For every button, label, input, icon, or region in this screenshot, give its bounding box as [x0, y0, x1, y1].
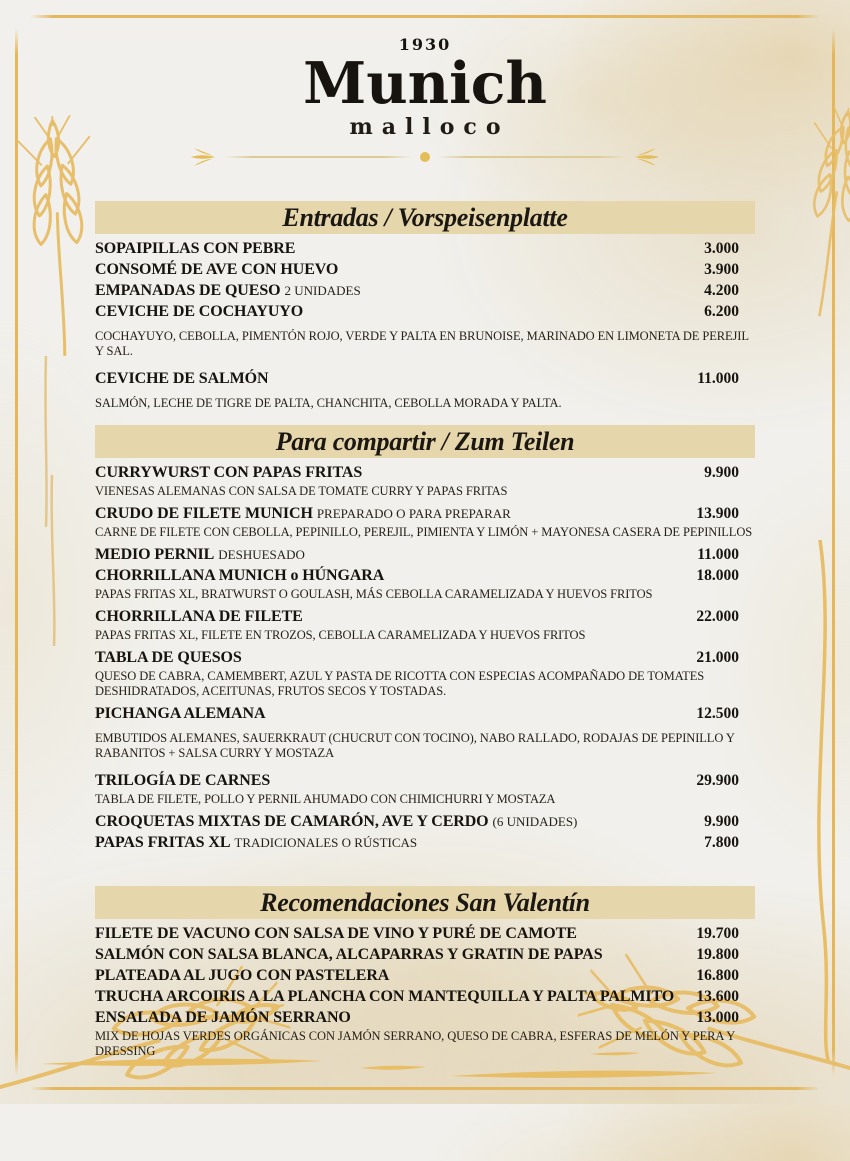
item-name: PICHANGA ALEMANA [95, 705, 266, 722]
item-name: TABLA DE QUESOS [95, 649, 242, 666]
item-name: CRUDO DE FILETE MUNICH [95, 505, 313, 522]
item-name-wrap [95, 607, 303, 626]
item-name: CONSOMÉ DE AVE CON HUEVO [95, 261, 339, 278]
item-name: CURRYWURST CON PAPAS FRITAS [95, 464, 363, 481]
item-description: SALMÓN, LECHE DE TIGRE DE PALTA, CHANCHITA, CEBOLLA MORADA Y PALTA. [95, 396, 562, 410]
item-name: MEDIO PERNIL [95, 546, 215, 563]
item-suffix: (6 UNIDADES) [492, 814, 578, 829]
item-price: 11.000 [697, 370, 739, 387]
item-name: PLATEADA AL JUGO CON PASTELERA [95, 967, 390, 984]
item-name: CHORRILLANA MUNICH o HÚNGARA [95, 567, 385, 584]
item-name: TRILOGÍA DE CARNES [95, 772, 271, 789]
triple-prong-right-ornament-icon [634, 146, 660, 168]
item-price: 19.800 [696, 946, 739, 963]
item-name: PAPAS FRITAS XL [95, 834, 231, 851]
item-name-wrap [95, 463, 362, 482]
divider-line-right [438, 156, 626, 158]
item-name: CEVICHE DE SALMÓN [95, 370, 269, 387]
item-name-wrap [95, 833, 417, 852]
menu-item [95, 965, 755, 986]
triple-prong-left-ornament-icon [190, 146, 216, 168]
item-description: VIENESAS ALEMANAS CON SALSA DE TOMATE CURRY Y PAPAS FRITAS [95, 484, 508, 498]
menu-item [95, 462, 755, 483]
menu-item-list [95, 238, 755, 411]
wheat-stems-left-icon [36, 356, 62, 646]
item-name: CHORRILLANA DE FILETE [95, 608, 303, 625]
menu-item [95, 280, 755, 301]
item-name: TRUCHA ARCOIRIS A LA PLANCHA CON MANTEQUILLA Y PALTA PALMITO [95, 988, 675, 1005]
item-price: 19.700 [696, 925, 739, 942]
item-name: EMPANADAS DE QUESO [95, 282, 281, 299]
item-price: 13.000 [696, 1009, 739, 1026]
item-price: 3.900 [704, 261, 739, 278]
item-name-wrap [95, 504, 511, 523]
item-name-wrap [95, 260, 338, 279]
item-price: 3.000 [704, 240, 739, 257]
restaurant-logo [0, 0, 850, 167]
menu-item [95, 811, 755, 832]
menu-item [95, 368, 755, 389]
menu-item [95, 944, 755, 965]
item-price: 12.500 [696, 705, 739, 722]
item-name-wrap [95, 281, 361, 300]
item-name-wrap [95, 369, 268, 388]
item-price: 16.800 [696, 967, 739, 984]
menu-item [95, 770, 755, 791]
item-price: 13.600 [696, 988, 739, 1005]
menu-section [95, 886, 755, 1059]
menu-item [95, 986, 755, 1007]
item-suffix: TRADICIONALES O RÚSTICAS [234, 835, 418, 850]
menu-section [95, 425, 755, 853]
item-name: SOPAIPILLAS CON PEBRE [95, 240, 296, 257]
menu-item [95, 647, 755, 668]
item-name-wrap [95, 924, 577, 943]
item-name-wrap [95, 302, 303, 321]
section-title: Recomendaciones San Valentín [95, 886, 755, 919]
item-price: 6.200 [704, 303, 739, 320]
item-name-wrap [95, 545, 305, 564]
item-suffix: 2 UNIDADES [284, 283, 361, 298]
item-description: MIX DE HOJAS VERDES ORGÁNICAS CON JAMÓN SERRANO, QUESO DE CABRA, ESFERAS DE MELÓN Y PERA Y DRESSING [95, 1029, 735, 1058]
item-price: 22.000 [696, 608, 739, 625]
item-description: PAPAS FRITAS XL, BRATWURST O GOULASH, MÁS CEBOLLA CARAMELIZADA Y HUEVOS FRITOS [95, 587, 653, 601]
menu-item [95, 703, 755, 724]
item-name-wrap [95, 987, 674, 1006]
menu-item-list [95, 923, 755, 1059]
item-price: 21.000 [696, 649, 739, 666]
wheat-stem-right-icon [802, 540, 842, 1060]
menu-item-list [95, 462, 755, 853]
item-price: 4.200 [704, 282, 739, 299]
item-name-wrap [95, 812, 577, 831]
item-name-wrap [95, 1008, 351, 1027]
item-description: CARNE DE FILETE CON CEBOLLA, PEPINILLO, PEREJIL, PIMIENTA Y LIMÓN + MAYONESA CASERA DE PEPINILLOS [95, 525, 753, 539]
menu-section [95, 201, 755, 411]
item-name-wrap [95, 239, 295, 258]
menu-item [95, 923, 755, 944]
item-name: FILETE DE VACUNO CON SALSA DE VINO Y PURÉ DE CAMOTE [95, 925, 577, 942]
item-suffix: DESHUESADO [218, 547, 305, 562]
item-description: COCHAYUYO, CEBOLLA, PIMENTÓN ROJO, VERDE Y PALTA EN BRUNOISE, MARINADO EN LIMONETA DE PEREJIL Y SAL. [95, 329, 749, 358]
section-title: Entradas / Vorspeisenplatte [95, 201, 755, 234]
item-name-wrap [95, 966, 389, 985]
item-price: 18.000 [696, 567, 739, 584]
item-price: 13.900 [696, 505, 739, 522]
item-price: 29.900 [696, 772, 739, 789]
item-name-wrap [95, 648, 242, 667]
menu-item [95, 565, 755, 586]
item-price: 11.000 [697, 546, 739, 563]
menu-item [95, 544, 755, 565]
item-description: QUESO DE CABRA, CAMEMBERT, AZUL Y PASTA DE RICOTTA CON ESPECIAS ACOMPAÑADO DE TOMATES DESHIDRATADOS, ACEITUNAS, FRUTOS SECOS Y TOSTADAS. [95, 669, 705, 698]
item-name-wrap [95, 704, 265, 723]
menu-sections [95, 201, 755, 1059]
divider-line-left [224, 156, 412, 158]
item-price: 9.900 [704, 464, 739, 481]
menu-item [95, 503, 755, 524]
logo-year: 1930 [398, 35, 452, 54]
menu-item [95, 606, 755, 627]
item-name-wrap [95, 945, 603, 964]
item-description: PAPAS FRITAS XL, FILETE EN TROZOS, CEBOLLA CARAMELIZADA Y HUEVOS FRITOS [95, 628, 586, 642]
item-description: TABLA DE FILETE, POLLO Y PERNIL AHUMADO CON CHIMICHURRI Y MOSTAZA [95, 792, 556, 806]
item-description: EMBUTIDOS ALEMANES, SAUERKRAUT (CHUCRUT CON TOCINO), NABO RALLADO, RODAJAS DE PEPINILLO Y RABANITOS + SALSA CURRY Y MOSTAZA [95, 731, 735, 760]
item-name: CROQUETAS MIXTAS DE CAMARÓN, AVE Y CERDO [95, 813, 489, 830]
item-price: 7.800 [704, 834, 739, 851]
logo-brand: Munich [303, 50, 547, 117]
menu-item [95, 238, 755, 259]
item-name-wrap [95, 771, 270, 790]
item-name: ENSALADA DE JAMÓN SERRANO [95, 1009, 351, 1026]
center-dot-icon [420, 152, 430, 162]
section-title: Para compartir / Zum Teilen [95, 425, 755, 458]
menu-item [95, 301, 755, 322]
item-suffix: PREPARADO O PARA PREPARAR [316, 506, 511, 521]
menu-item [95, 832, 755, 853]
menu-item [95, 1007, 755, 1028]
item-price: 9.900 [704, 813, 739, 830]
menu-item [95, 259, 755, 280]
item-name: SALMÓN CON SALSA BLANCA, ALCAPARRAS Y GRATIN DE PAPAS [95, 946, 603, 963]
item-name: CEVICHE DE COCHAYUYO [95, 303, 304, 320]
header-divider [0, 147, 850, 167]
item-name-wrap [95, 566, 384, 585]
logo-location: malloco [349, 114, 510, 140]
